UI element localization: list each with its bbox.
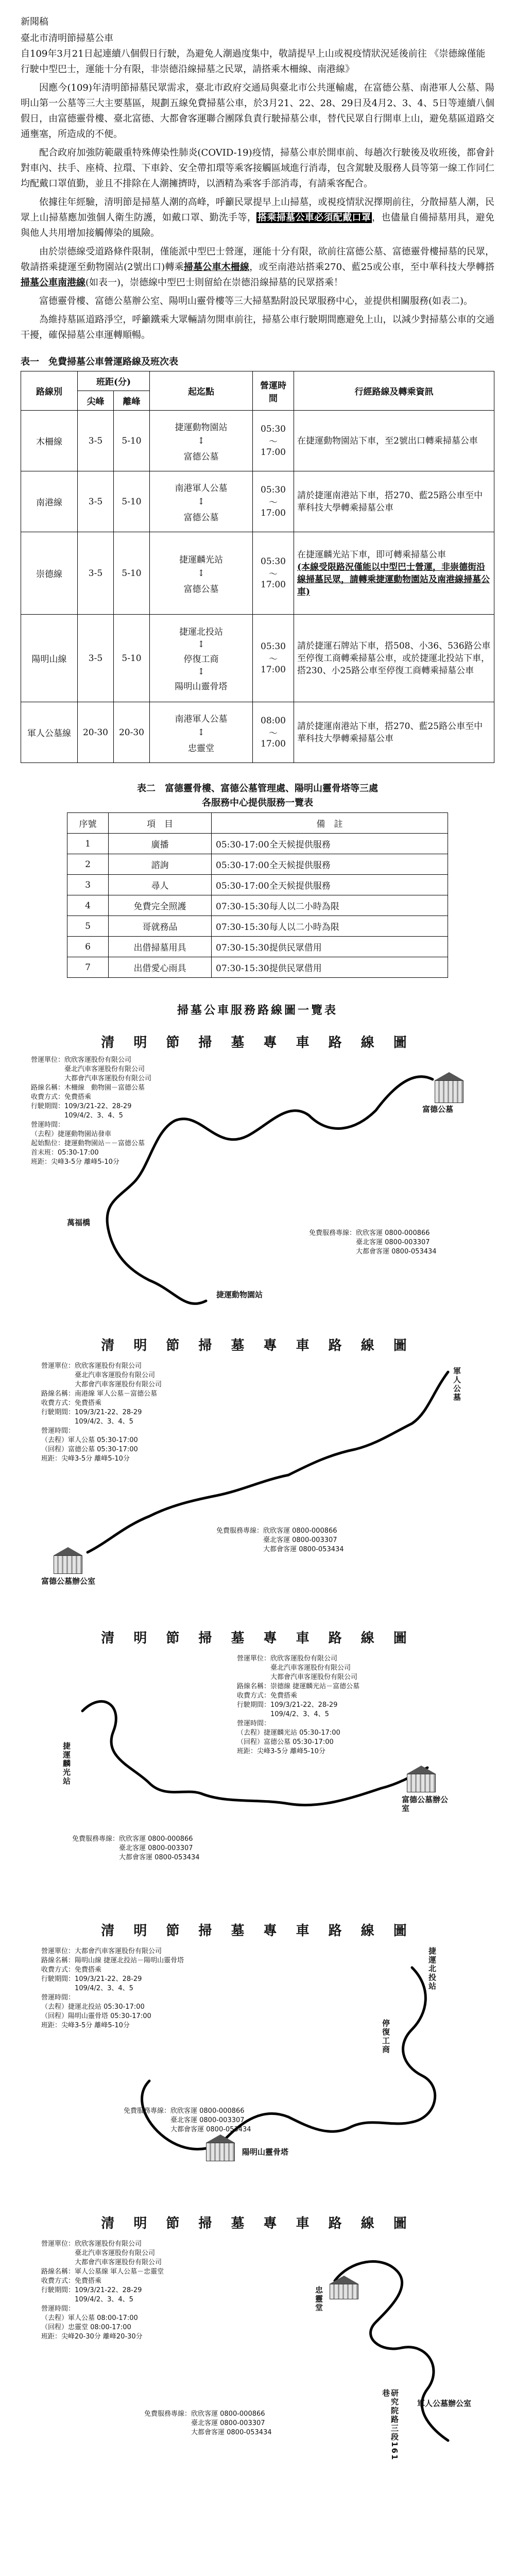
building-icon bbox=[435, 1080, 464, 1103]
map-info: 營運單位：欣欣客運股份有限公司 臺北汽車客運股份有限公司 大都會汽車客運股份有限公司 路線名稱：南港線 軍人公墓－富德公墓 收費方式：免費搭乘 行駛期間：109/3/21-22、28-29 109/4/2、3、4、5 營運時間： （去程）軍人公墓 05:30-17:00 （回程）富德公墓 05:30-17:00 班距：尖峰3-5分 離峰5-10分 bbox=[41, 1362, 162, 1463]
cell-no: 5 bbox=[67, 916, 109, 937]
building-icon bbox=[330, 2276, 358, 2284]
phone-list bbox=[309, 1229, 437, 1257]
cell-hours: 05:30 ～ 17:00 bbox=[253, 532, 294, 615]
cell-hours: 05:30 ～ 17:00 bbox=[253, 615, 294, 702]
route-path bbox=[21, 1326, 494, 1614]
route-path bbox=[21, 1618, 494, 1907]
cell-guide: 請於捷運南港站下車，搭270、藍25路公車至中華科技大學轉乘掃墓公車 bbox=[294, 471, 494, 532]
stop-label: 富德公墓辦公室 bbox=[41, 1577, 96, 1586]
th-stops: 起迄點 bbox=[150, 371, 253, 411]
route-map-yangmingshan bbox=[21, 1911, 494, 2199]
cell-route: 南港線 bbox=[21, 471, 78, 532]
map-title: 清 明 節 掃 墓 專 車 路 線 圖 bbox=[101, 1338, 414, 1353]
phone-line: 免費服務專線：欣欣客運 0800-000866 bbox=[124, 2107, 245, 2115]
stop-label: 捷運麟光站 bbox=[62, 1742, 71, 1786]
stop-a: 捷運北投站 bbox=[179, 627, 223, 637]
map-info: 營運單位：欣欣客運股份有限公司 臺北汽車客運股份有限公司 大都會汽車客運股份有限公司 路線名稱：木柵線 動物園－富德公墓 收費方式：免費搭乘 行駛期間：109/3/21-22、28-29 109/4/2、3、4、5 營運時間： （去程）捷運動物園站發車 起始點位：捷運動物園站－－富德公墓 首末班：05:30-17:00 班距：尖峰3-5分 離峰5-10分 bbox=[31, 1056, 152, 1166]
phone-line: 大都會客運 0800-053434 bbox=[72, 1854, 200, 1861]
table2-caption-line2: 各服務中心提供服務一覽表 bbox=[202, 798, 313, 808]
nangang-line-underline: 掃墓公車南港線 bbox=[21, 277, 85, 288]
paragraph-5-text: 富德靈骨樓、富德公墓辦公室、陽明山靈骨樓等三大掃墓點附設民眾服務中心，並提供相關服務(如表二)。 bbox=[39, 296, 473, 307]
cell-offpeak: 5-10 bbox=[114, 532, 150, 615]
stop-label: 停復工商 bbox=[381, 2019, 390, 2054]
cell-note: 05:30-17:00全天候提供服務 bbox=[212, 834, 448, 854]
table-row bbox=[67, 957, 448, 978]
table-row bbox=[67, 834, 448, 854]
phone-line: 大都會客運 0800-053434 bbox=[216, 1546, 344, 1553]
cell-note: 07:30-15:30每人以二小時為限 bbox=[212, 916, 448, 937]
cell-peak: 3-5 bbox=[78, 411, 114, 471]
table-row bbox=[21, 532, 494, 615]
cell-item: 廣播 bbox=[109, 834, 212, 854]
route-path bbox=[21, 1023, 494, 1321]
stop-a: 捷運動物園站 bbox=[175, 422, 228, 433]
paragraph-6-text: 為維持墓區道路淨空，呼籲鐵乘大眾輛請勿開車前往，掃墓公車行駛期間應避免上山，以減少對掃墓公車的交通干擾，確保掃墓公車運轉順暢。 bbox=[21, 314, 494, 341]
stop-b: 富德公墓 bbox=[183, 512, 219, 523]
cell-guide: 在捷運動物園站下車，至2號出口轉乘掃墓公車 bbox=[294, 411, 494, 471]
cell-hours: 05:30 ～ 17:00 bbox=[253, 411, 294, 471]
maps-section-title: 掃墓公車服務路線圖一覽表 bbox=[177, 1004, 338, 1017]
phone-line: 免費服務專線：欣欣客運 0800-000866 bbox=[72, 1835, 193, 1843]
building-icon bbox=[206, 2143, 235, 2161]
table-row bbox=[67, 937, 448, 957]
stop-label: 富德公墓 bbox=[422, 1105, 454, 1114]
muzha-line-underline: 掃墓公車木柵線 bbox=[183, 262, 250, 273]
cell-hours: 08:00 ～ 17:00 bbox=[253, 702, 294, 763]
stop-b: 忠靈堂 bbox=[188, 743, 214, 754]
th-note: 備 註 bbox=[212, 813, 448, 834]
cell-hours: 05:30 ～ 17:00 bbox=[253, 471, 294, 532]
paragraph-2-text: 配合政府加強防範嚴重特殊傳染性肺炎(COVID-19)疫情，掃墓公車於開車前、每趟次行駛後及收班後，都會針對車內、扶手、座椅、拉環、下車鈴、安全帶扣環等乘客接觸區域進行消毒，包含駕駛及服務人員等第一線工作同仁均配戴口罩值勤，並且不排除在人潮擁擠時，以酒精為乘客手部消毒，有請乘客配合。 bbox=[21, 147, 494, 189]
cell-note: 07:30-15:30提供民眾借用 bbox=[212, 957, 448, 978]
phone-line: 臺北客運 0800-003307 bbox=[144, 2419, 265, 2427]
cell-no: 7 bbox=[67, 957, 109, 978]
th-item: 項 目 bbox=[109, 813, 212, 834]
route-map-military-cemetery bbox=[21, 2204, 494, 2492]
lead-paragraph: 自109年3月21日起連續八個假日行駛，為避免人潮過度集中，敬請提早上山或視疫情狀況延後前往 《崇德線僅能行駛中型巴士，運能十分有限，非崇德沿線掃墓之民眾，請搭乘木柵線、南港線》 bbox=[21, 48, 486, 75]
cell-offpeak: 5-10 bbox=[114, 471, 150, 532]
stop-label: 研究院路三段161巷 bbox=[381, 2389, 399, 2461]
cell-peak: 3-5 bbox=[78, 471, 114, 532]
paragraph-4-text: 由於崇德線受道路條件限制，僅能派中型巴士營運，運能十分有限，欲前往富德公墓、富德靈骨樓掃墓的民眾，敬請搭乘捷運至動物園站(2號出口)轉乘 bbox=[21, 246, 494, 273]
cell-note: 07:30-15:30提供民眾借用 bbox=[212, 937, 448, 957]
headline: 臺北市清明節掃墓公車 bbox=[21, 33, 113, 44]
cell-guide: 請於捷運石牌站下車，搭508、小36、536路公車至停復工商轉乘掃墓公車，或於捷運北投站下車，搭230、小25路公車至停復工商轉乘掃墓公車 bbox=[294, 615, 494, 702]
building-icon bbox=[407, 1766, 436, 1774]
cell-route: 軍人公墓線 bbox=[21, 702, 78, 763]
cell-item: 諮詢 bbox=[109, 854, 212, 875]
phone-list bbox=[144, 2410, 272, 2437]
stop-a: 捷運麟光站 bbox=[179, 554, 223, 565]
cell-route: 崇德線 bbox=[21, 532, 78, 615]
cell-route: 陽明山線 bbox=[21, 615, 78, 702]
stop-b: 富德公墓 bbox=[183, 451, 219, 462]
cell-stops: 捷運動物園站 ↕ 富德公墓 bbox=[150, 411, 253, 471]
phone-line: 大都會客運 0800-053434 bbox=[144, 2429, 272, 2436]
cell-note: 05:30-17:00全天候提供服務 bbox=[212, 854, 448, 875]
paragraph-2 bbox=[21, 145, 494, 192]
stop-mid: 停復工商 bbox=[183, 654, 219, 665]
table-row bbox=[67, 875, 448, 895]
th-hours: 營運時間 bbox=[253, 371, 294, 411]
route-schedule-table bbox=[21, 371, 494, 763]
cell-guide: 請於捷運南港站下車，搭270、藍25路公車至中華科技大學轉乘掃墓公車 bbox=[294, 702, 494, 763]
cell-route: 木柵線 bbox=[21, 411, 78, 471]
building-icon bbox=[206, 2134, 235, 2143]
phone-line: 臺北客運 0800-003307 bbox=[309, 1239, 430, 1246]
building-icon bbox=[330, 2284, 358, 2299]
cell-item: 出借掃墓用具 bbox=[109, 937, 212, 957]
stop-label: 捷運北投站 bbox=[427, 1947, 437, 1991]
cell-offpeak: 5-10 bbox=[114, 615, 150, 702]
cell-item: 免費完全照護 bbox=[109, 895, 212, 916]
table-row bbox=[21, 471, 494, 532]
cell-stops: 捷運北投站 ↕ 停復工商 ↕ 陽明山靈骨塔 bbox=[150, 615, 253, 702]
cell-stops: 南港軍人公墓 ↕ 富德公墓 bbox=[150, 471, 253, 532]
cell-note: 07:30-15:30每人以二小時為限 bbox=[212, 895, 448, 916]
doc-type-label: 新聞稿 bbox=[21, 16, 48, 27]
cell-item: 尋人 bbox=[109, 875, 212, 895]
phone-list bbox=[216, 1527, 344, 1554]
paragraph-5 bbox=[21, 294, 494, 309]
map-title: 清 明 節 掃 墓 專 車 路 線 圖 bbox=[101, 1631, 414, 1646]
map-info: 營運單位：欣欣客運股份有限公司 臺北汽車客運股份有限公司 大都會汽車客運股份有限公司 路線名稱：軍人公墓線 軍人公墓－忠靈堂 收費方式：免費搭乘 行駛期間：109/3/21-22、28-29 109/4/2、3、4、5 營運時間： （去程）軍人公墓 08:00-17:00 （回程）忠靈堂 08:00-17:00 班距：尖峰20-30分 離峰20-30分 bbox=[41, 2240, 164, 2341]
th-no: 序號 bbox=[67, 813, 109, 834]
stop-a: 南港軍人公墓 bbox=[175, 483, 228, 494]
table-row bbox=[21, 615, 494, 702]
stop-label: 忠靈堂 bbox=[314, 2286, 323, 2312]
cell-stops: 南港軍人公墓 ↕ 忠靈堂 bbox=[150, 702, 253, 763]
phone-list bbox=[72, 1835, 200, 1862]
stop-label: 萬福橋 bbox=[67, 1218, 91, 1227]
th-guide: 行經路線及轉乘資訊 bbox=[294, 371, 494, 411]
cell-item: 哥就務品 bbox=[109, 916, 212, 937]
cell-stops: 捷運麟光站 ↕ 富德公墓 bbox=[150, 532, 253, 615]
stop-label: 陽明山靈骨塔 bbox=[242, 2147, 289, 2157]
phone-line: 臺北客運 0800-003307 bbox=[216, 1536, 337, 1544]
cell-peak: 3-5 bbox=[78, 532, 114, 615]
paragraph-3-tail: ，也儘量自備掃墓用具，避免與他人共用增加接觸傳染的風險。 bbox=[21, 212, 495, 239]
building-icon bbox=[435, 1072, 464, 1080]
route-map-nangang bbox=[21, 1326, 494, 1614]
route-map-chongde bbox=[21, 1618, 494, 1907]
paragraph-6 bbox=[21, 312, 494, 343]
table2-caption-line1: 表二 富德靈骨樓、富德公墓管理處、陽明山靈骨塔等三處 bbox=[137, 783, 378, 794]
map-info: 營運單位：大都會汽車客運股份有限公司 路線名稱：陽明山線 捷運北投站－陽明山靈骨塔 收費方式：免費搭乘 行駛期間：109/3/21-22、28-29 109/4/2、3、4、5 營運時間： （去程）捷運北投站 05:30-17:00 （回程）陽明山靈骨塔 05:30-17:00 班距：尖峰3-5分 離峰5-10分 bbox=[41, 1947, 184, 2029]
guide-text: 在捷運麟光站下車，即可轉乘掃墓公車 bbox=[297, 549, 446, 560]
stop-label: 捷運動物園站 bbox=[216, 1290, 263, 1299]
stop-b: 陽明山靈骨塔 bbox=[175, 682, 228, 692]
stop-label: 軍人公墓 bbox=[452, 1367, 461, 1402]
stop-a: 南港軍人公墓 bbox=[175, 714, 228, 724]
phone-line: 大都會客運 0800-053434 bbox=[124, 2126, 251, 2133]
paragraph-4-tail: (如表一)，崇德線中型巴士則留給在崇德沿線掃墓的民眾搭乘！ bbox=[85, 277, 344, 288]
phone-line: 免費服務專線：欣欣客運 0800-000866 bbox=[144, 2410, 265, 2418]
building-icon bbox=[54, 1547, 82, 1555]
map-title: 清 明 節 掃 墓 專 車 路 線 圖 bbox=[101, 1035, 414, 1050]
cell-guide bbox=[294, 532, 494, 615]
paragraph-3-text: 依據往年經驗，清明節是掃墓人潮的高峰，呼籲民眾提早上山掃墓，或視疫情狀況擇期前往，分散掃墓人潮，民眾上山掃墓應加強個人衛生防護，如戴口罩、勤洗手等， bbox=[21, 197, 494, 223]
th-offpeak: 離峰 bbox=[114, 391, 150, 411]
th-route: 路線別 bbox=[21, 371, 78, 411]
paragraph-1-text: 因應今(109)年清明節掃墓民眾需求，臺北市政府交通局與臺北市公共運輸處，在富德公墓、南港軍人公墓、陽明山第一公墓等三大主要墓區，規劃五線免費掃墓公車，於3月21、22、28、29日及4月2、3、4、5日等連續八個假日，由富德靈骨樓、臺北富德、大都會客運聯合團隊負責行駛掃墓公車，替代民眾自行開車上山，避免墓區道路交通壅塞，所造成的不便。 bbox=[21, 82, 494, 140]
stop-label: 軍人公墓辦公室 bbox=[417, 2399, 472, 2408]
cell-no: 1 bbox=[67, 834, 109, 854]
phone-line: 免費服務專線：欣欣客運 0800-000866 bbox=[309, 1229, 430, 1237]
route-map-muzha bbox=[21, 1023, 494, 1321]
cell-peak: 20-30 bbox=[78, 702, 114, 763]
cell-no: 2 bbox=[67, 854, 109, 875]
route-path bbox=[21, 2204, 494, 2492]
stop-b: 富德公墓 bbox=[183, 584, 219, 595]
th-peak: 尖峰 bbox=[78, 391, 114, 411]
map-title: 清 明 節 掃 墓 專 車 路 線 圖 bbox=[101, 1923, 414, 1939]
table-row bbox=[21, 702, 494, 763]
paragraph-4 bbox=[21, 244, 494, 291]
phone-line: 免費服務專線：欣欣客運 0800-000866 bbox=[216, 1527, 337, 1535]
phone-list bbox=[124, 2107, 251, 2134]
cell-no: 4 bbox=[67, 895, 109, 916]
guide-note: (本線受限路況僅能以中型巴士營運，非崇德街沿線掃墓民眾，請轉乘捷運動物園站及南港線掃墓公車) bbox=[297, 562, 490, 597]
mask-required-highlight: 搭乘掃墓公車必須配戴口罩 bbox=[258, 212, 371, 223]
cell-no: 6 bbox=[67, 937, 109, 957]
service-center-table bbox=[67, 812, 448, 978]
phone-line: 大都會客運 0800-053434 bbox=[309, 1248, 437, 1256]
cell-note: 05:30-17:00全天候提供服務 bbox=[212, 875, 448, 895]
cell-item: 出借愛心雨具 bbox=[109, 957, 212, 978]
cell-no: 3 bbox=[67, 875, 109, 895]
paragraph-1 bbox=[21, 80, 494, 142]
cell-offpeak: 5-10 bbox=[114, 411, 150, 471]
table-row bbox=[21, 411, 494, 471]
table2-caption bbox=[21, 782, 494, 810]
table-row bbox=[67, 854, 448, 875]
cell-offpeak: 20-30 bbox=[114, 702, 150, 763]
paragraph-3 bbox=[21, 195, 494, 241]
phone-line: 臺北客運 0800-003307 bbox=[124, 2116, 245, 2124]
map-title: 清 明 節 掃 墓 專 車 路 線 圖 bbox=[101, 2216, 414, 2231]
th-headway: 班距(分) bbox=[78, 371, 150, 391]
table-row bbox=[67, 895, 448, 916]
table-row bbox=[67, 916, 448, 937]
map-info: 營運單位：欣欣客運股份有限公司 臺北汽車客運股份有限公司 大都會汽車客運股份有限公司 路線名稱：崇德線 捷運麟光站－富德公墓 收費方式：免費搭乘 行駛期間：109/3/21-22、28-29 109/4/2、3、4、5 營運時間： （去程）捷運麟光站 05:30-17:00 （回程）富德公墓 05:30-17:00 班距：尖峰3-5分 離峰5-10分 bbox=[237, 1655, 360, 1755]
cell-peak: 3-5 bbox=[78, 615, 114, 702]
building-icon bbox=[54, 1555, 82, 1574]
stop-label: 富德公墓辦公室 bbox=[402, 1795, 449, 1813]
table1-caption: 表一 免費掃墓公車營運路線及班次表 bbox=[21, 357, 178, 367]
phone-line: 臺北客運 0800-003307 bbox=[72, 1844, 193, 1852]
building-icon bbox=[407, 1774, 436, 1792]
paragraph-4-mid: ，或至南港站搭乘270、藍25或公車，至中華科技大學轉搭 bbox=[249, 262, 495, 273]
